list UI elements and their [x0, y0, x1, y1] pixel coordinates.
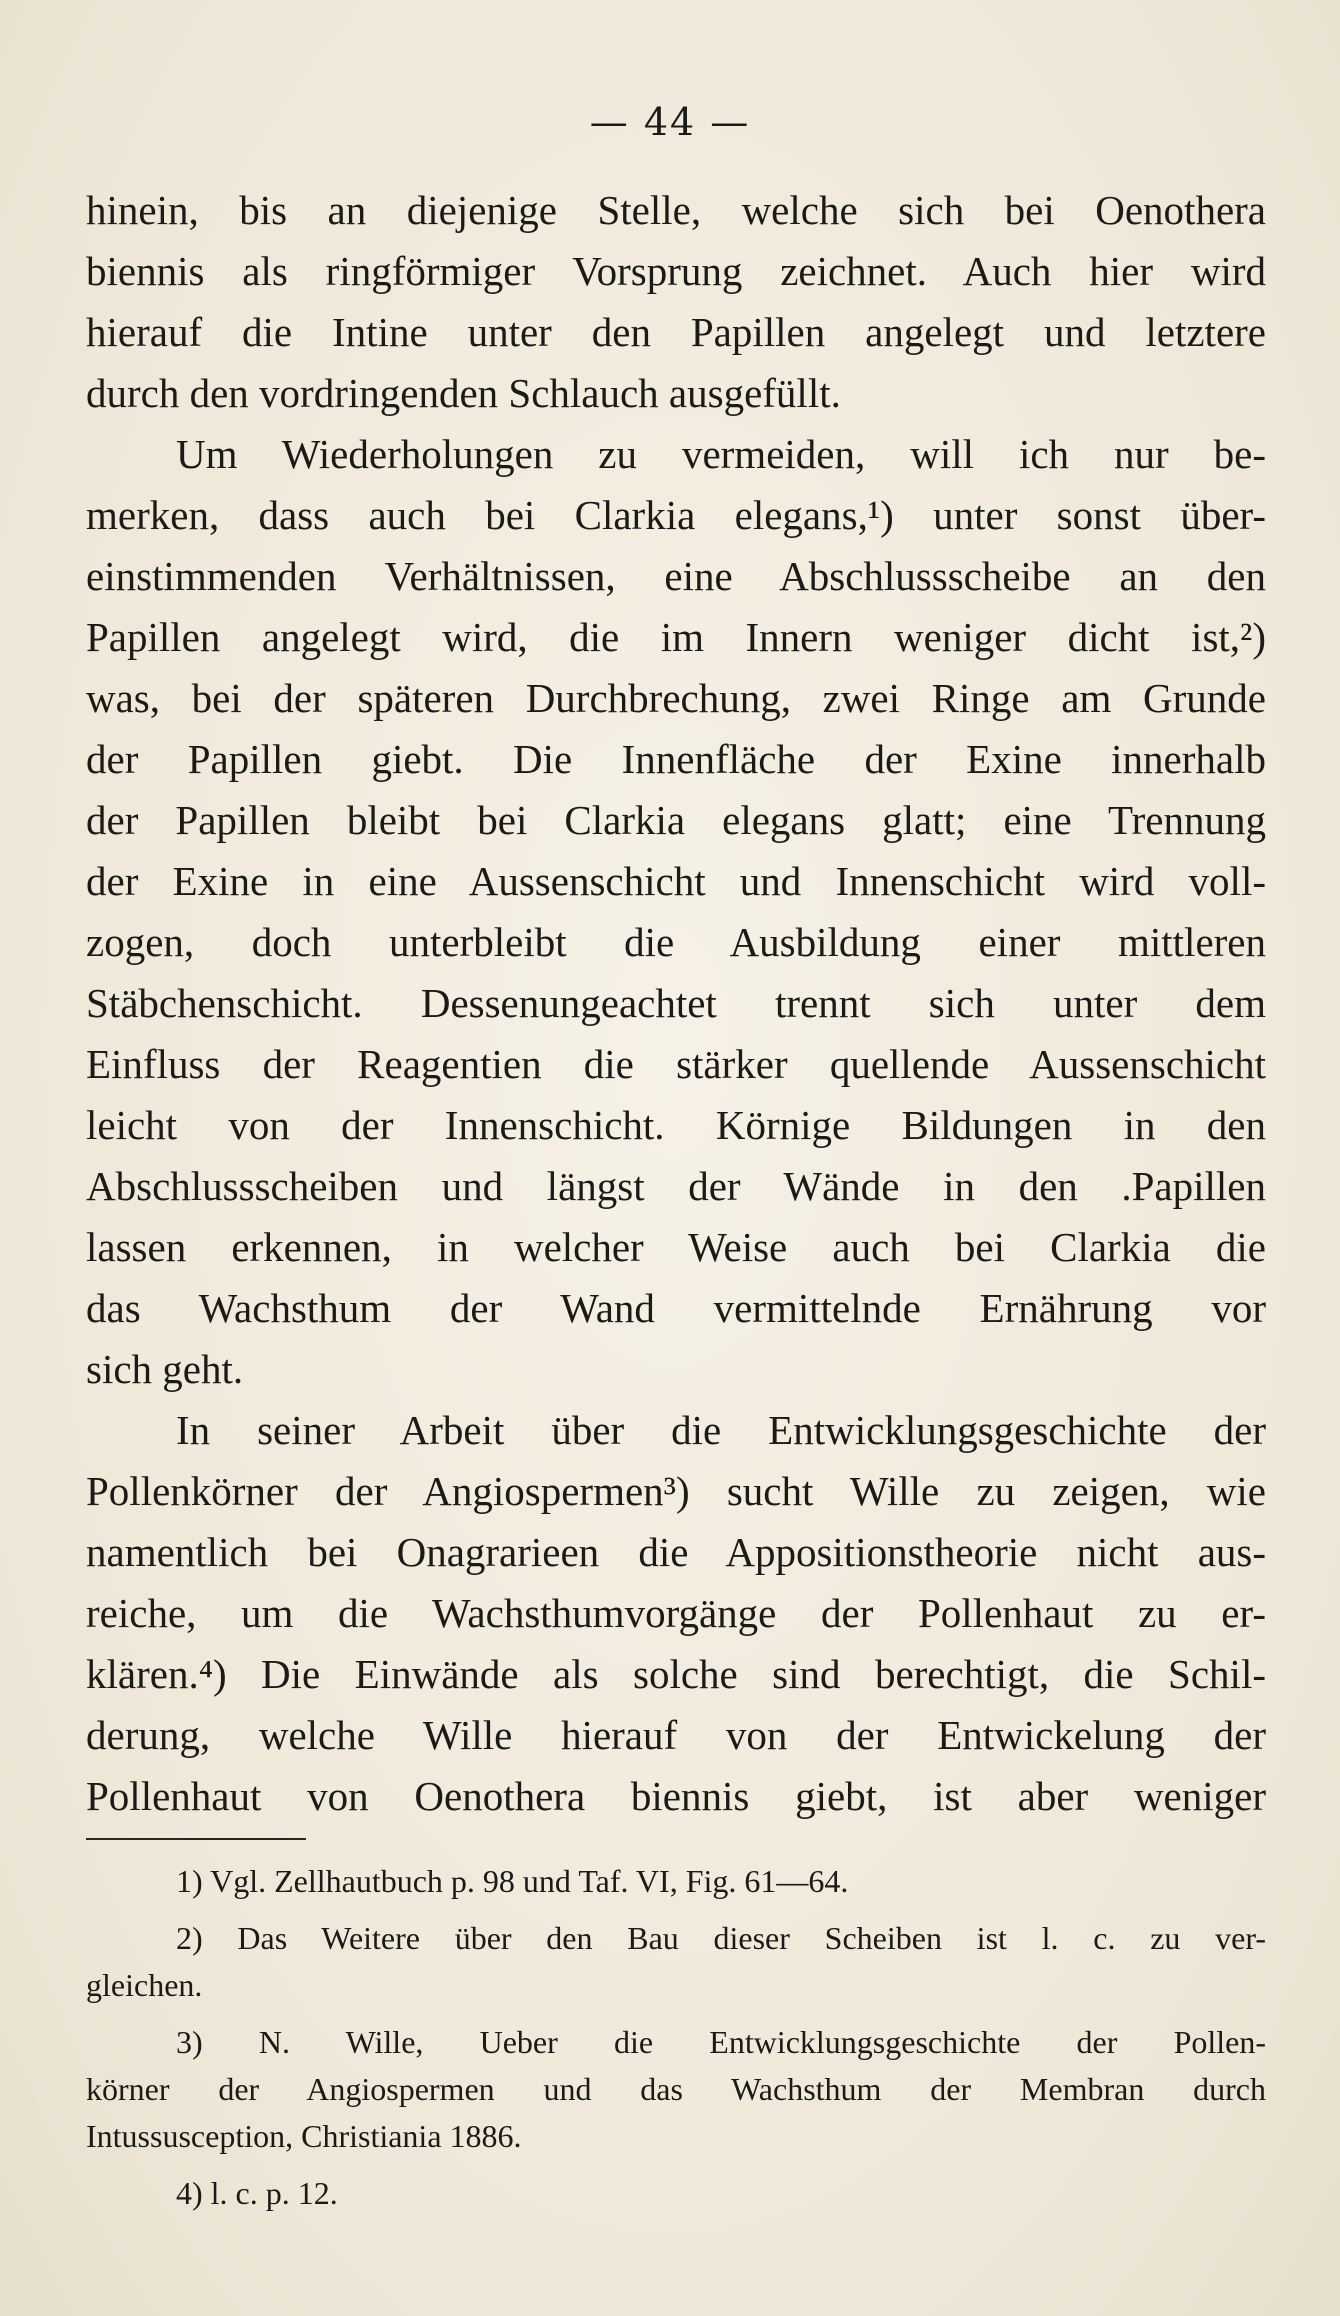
text-line: was, bei der späteren Durchbrechung, zwei Ringe am Grunde	[86, 675, 1266, 721]
body-text	[86, 180, 1266, 1827]
text-line: Papillen angelegt wird, die im Innern weniger dicht ist,²)	[86, 614, 1266, 660]
text-line: Pollenhaut von Oenothera biennis giebt, ist aber weniger	[86, 1773, 1266, 1819]
text-line: leicht von der Innenschicht. Körnige Bildungen in den	[86, 1102, 1266, 1148]
text-line: der Papillen bleibt bei Clarkia elegans glatt; eine Trennung	[86, 797, 1266, 843]
text-line: der Exine in eine Aussenschicht und Innenschicht wird voll-	[86, 858, 1266, 904]
text-line: hierauf die Intine unter den Papillen angelegt und letztere	[86, 309, 1266, 355]
text-line: Abschlussscheiben und längst der Wände in den .Papillen	[86, 1163, 1266, 1209]
text-line: merken, dass auch bei Clarkia elegans,¹) unter sonst über-	[86, 492, 1266, 538]
footnote-separator	[86, 1838, 306, 1840]
text-line: Um Wiederholungen zu vermeiden, will ich nur be-	[176, 431, 1266, 477]
footnote-line: 2) Das Weitere über den Bau dieser Scheiben ist l. c. zu ver-	[176, 1920, 1266, 1956]
text-line: hinein, bis an diejenige Stelle, welche sich bei Oenothera	[86, 187, 1266, 233]
footnote-3	[86, 2019, 1266, 2160]
text-line: reiche, um die Wachsthumvorgänge der Pollenhaut zu er-	[86, 1590, 1266, 1636]
text-line: der Papillen giebt. Die Innenfläche der Exine innerhalb	[86, 736, 1266, 782]
footnote-line: 1) Vgl. Zellhautbuch p. 98 und Taf. VI, Fig. 61—64.	[176, 1863, 849, 1899]
text-line: biennis als ringförmiger Vorsprung zeichnet. Auch hier wird	[86, 248, 1266, 294]
footnote-1	[86, 1858, 1266, 1905]
text-line: klären.⁴) Die Einwände als solche sind berechtigt, die Schil-	[86, 1651, 1266, 1697]
text-line: sich geht.	[86, 1346, 244, 1392]
text-line: lassen erkennen, in welcher Weise auch bei Clarkia die	[86, 1224, 1266, 1270]
footnote-line: gleichen.	[86, 1967, 203, 2003]
text-line: zogen, doch unterbleibt die Ausbildung einer mittleren	[86, 919, 1266, 965]
footnote-2	[86, 1915, 1266, 2009]
text-line: Pollenkörner der Angiospermen³) sucht Wille zu zeigen, wie	[86, 1468, 1266, 1514]
footnote-line: 3) N. Wille, Ueber die Entwicklungsgeschichte der Pollen-	[176, 2024, 1266, 2060]
text-line: In seiner Arbeit über die Entwicklungsgeschichte der	[176, 1407, 1266, 1453]
text-line: namentlich bei Onagrarieen die Appositionstheorie nicht aus-	[86, 1529, 1266, 1575]
footnote-line: Intussusception, Christiania 1886.	[86, 2118, 522, 2154]
text-line: durch den vordringenden Schlauch ausgefüllt.	[86, 370, 841, 416]
text-line: das Wachsthum der Wand vermittelnde Ernährung vor	[86, 1285, 1266, 1331]
page-number: — 44 —	[589, 100, 751, 144]
footnotes	[86, 1858, 1266, 2217]
footnote-line: körner der Angiospermen und das Wachsthum der Membran durch	[86, 2071, 1266, 2107]
footnote-line: 4) l. c. p. 12.	[176, 2175, 338, 2211]
text-line: Stäbchenschicht. Dessenungeachtet trennt sich unter dem	[86, 980, 1266, 1026]
text-line: einstimmenden Verhältnissen, eine Abschlussscheibe an den	[86, 553, 1266, 599]
footnote-4	[86, 2170, 1266, 2217]
text-line: derung, welche Wille hierauf von der Entwickelung der	[86, 1712, 1266, 1758]
text-line: Einfluss der Reagentien die stärker quellende Aussenschicht	[86, 1041, 1266, 1087]
